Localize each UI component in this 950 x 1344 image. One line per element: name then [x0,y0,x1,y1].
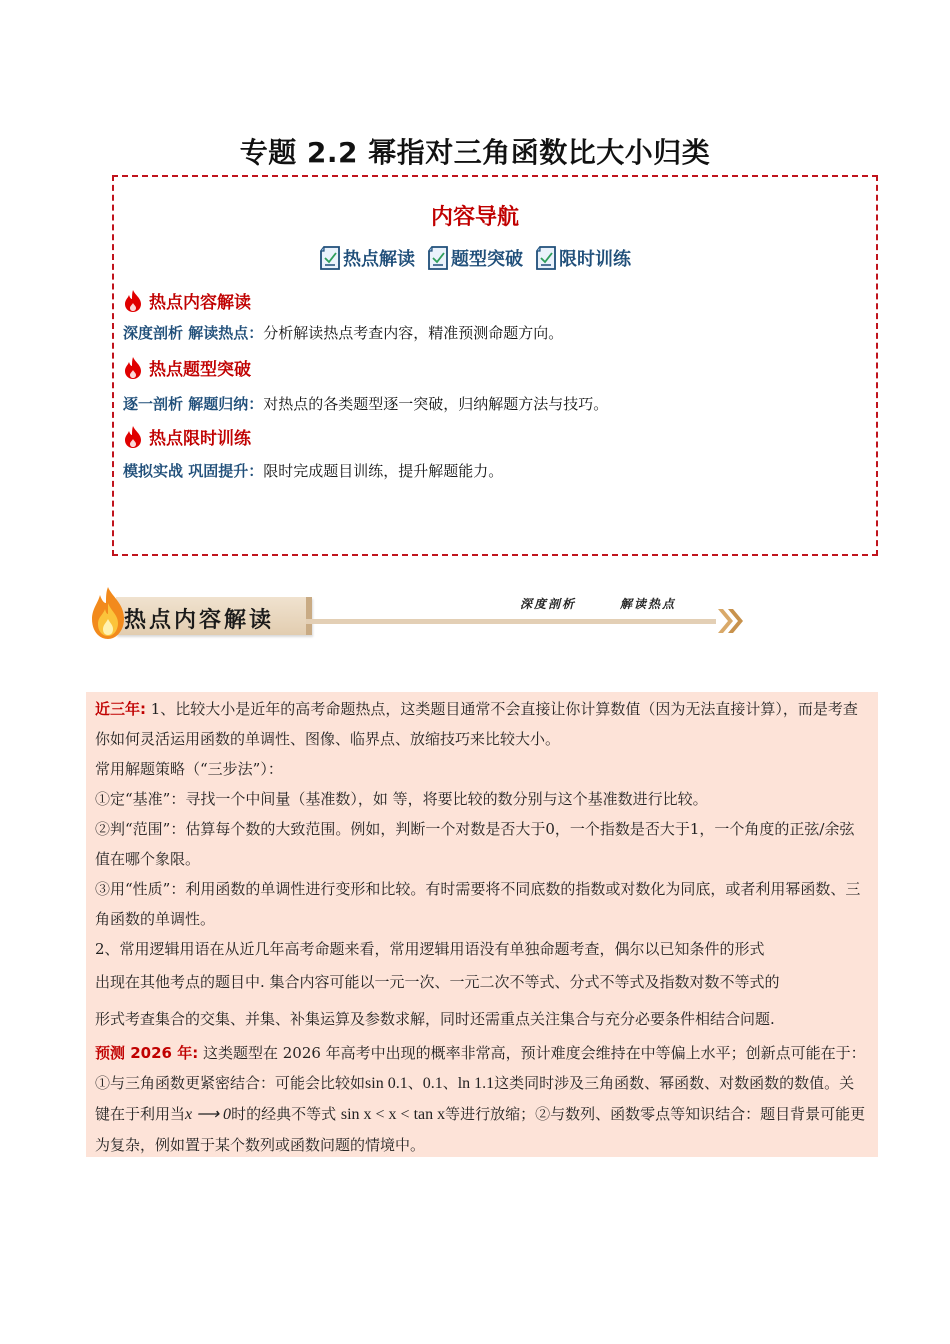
keyword-prediction: 预测 2026 年: [95,1044,199,1062]
paragraph-step-2: ②判“范围”：估算每个数的大致范围。例如，判断一个对数是否大于0，一个指数是否大于1，一个角度的正弦/余弦值在哪个象限。 [95,820,855,868]
checklist-icon [535,246,557,270]
section-heading: 热点题型突破 [149,360,251,380]
section-desc: 对热点的各类题型逐一突破，归纳解题方法与技巧。 [263,395,609,413]
tab-label: 热点解读 [343,249,415,270]
banner-subtitle-1: 深度剖析 [520,597,577,611]
tab-hot-reading[interactable] [319,245,415,271]
section-heading: 热点内容解读 [149,293,251,313]
paragraph-logic-2: 出现在其他考点的题目中. 集合内容可能以一元一次、一元二次不等式、分式不等式及指数对数不等式的 [95,973,780,991]
flame-icon [123,356,143,380]
flame-icon [123,289,143,313]
banner-subtitle-2: 解读热点 [620,597,677,611]
section-desc: 分析解读热点考查内容，精准预测命题方向。 [263,324,564,342]
section-label: 逐一剖析 解题归纳： [123,395,264,413]
math-limit: x ⟶ 0 [185,1106,232,1123]
tab-timed-training[interactable] [535,245,631,271]
banner-line [306,619,716,624]
math-ln: ln 1.1 [457,1075,495,1092]
paragraph-step-3: ③用“性质”：利用函数的单调性进行变形和比较。有时需要将不同底数的指数或对数化为同底，或者利用幂函数、三角函数的单调性。 [95,880,861,928]
page-title: 专题 2.2 幂指对三角函数比大小归类 [239,136,711,169]
paragraph-recent-years: 近三年: 1、比较大小是近年的高考命题热点，这类题目通常不会直接让你计算数值（因为无法直接计算），而是考查你如何灵活运用函数的单调性、图像、临界点、放缩技巧来比较大小。 [95,700,858,748]
tab-label: 题型突破 [451,249,523,270]
section-banner [88,585,748,641]
paragraph-logic-3: 形式考查集合的交集、并集、补集运算及参数求解，同时还需重点关注集合与充分必要条件相结合问题. [95,1010,775,1028]
paragraph-logic-1: 2、常用逻辑用语在从近几年高考命题来看，常用逻辑用语没有单独命题考查，偶尔以已知条件的形式 [95,940,765,958]
checklist-icon [319,246,341,270]
checklist-icon [427,246,449,270]
paragraph-strategy: 常用解题策略（“三步法”）： [95,760,283,778]
banner-title: 热点内容解读 [124,607,275,633]
section-label: 模拟实战 巩固提升： [123,462,264,480]
flame-icon [123,425,143,449]
nav-title: 内容导航 [430,205,519,230]
fire-icon [88,585,128,641]
section-label: 深度剖析 解读热点： [123,324,264,342]
paragraph-prediction: 预测 2026 年: 这类题型在 2026 年高考中出现的概率非常高，预计难度会维持在中等偏上水平；创新点可能在于：①与三角函数更紧密结合：可能会比较如sin 0.1、0.1、ln 1.1这类同时涉及三角函数、幂函数、对数函数的数值。关键在于利用当x ⟶ 0时的经典不等式 sin x < x < tan x等进行放缩；②与数列、函数零点等知识结合：题目背景可能更为复杂，例如置于某个数列或函数问题的情境中。 [95,1044,866,1154]
hot-content-reading [86,692,878,1157]
nav-section-timed-training [123,424,503,481]
tab-label: 限时训练 [559,249,631,270]
nav-section-question-types [123,355,608,414]
keyword-recent-years: 近三年: [95,700,146,718]
math-sin: sin 0.1 [365,1075,408,1092]
math-value: 0.1 [422,1075,443,1092]
tab-question-types[interactable] [427,245,523,271]
nav-section-hot-content [123,288,563,343]
math-inequality: sin x < x < tan x [340,1106,446,1123]
section-heading: 热点限时训练 [149,429,251,449]
nav-tabs [0,245,950,271]
double-chevron-right-icon [716,605,746,637]
paragraph-step-1: ①定“基准”：寻找一个中间量（基准数），如 等，将要比较的数分别与这个基准数进行比较。 [95,790,708,808]
section-desc: 限时完成题目训练，提升解题能力。 [263,462,504,480]
